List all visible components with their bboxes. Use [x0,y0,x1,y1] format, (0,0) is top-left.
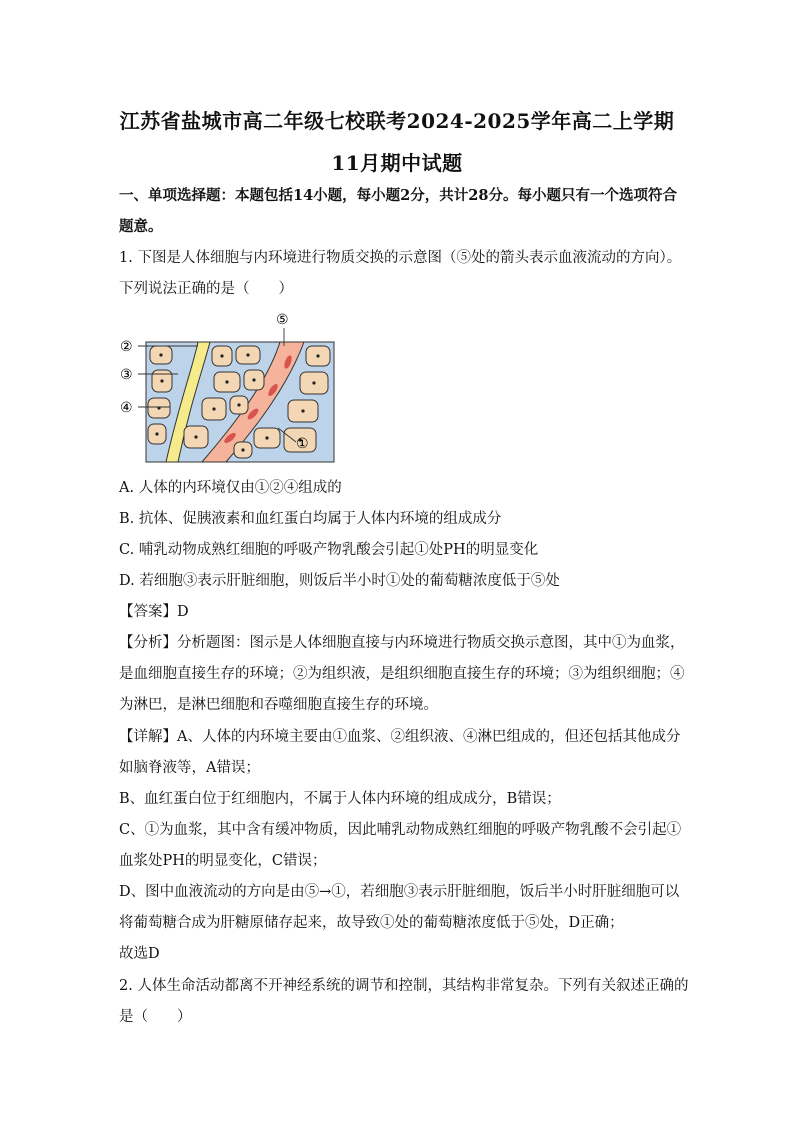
section-header-cont: 题意。 [119,218,163,235]
question-1-option-a: A. 人体的内环境仅由①②④组成的 [119,480,342,496]
figure-label-4: ④ [120,400,133,416]
question-1-detail-c-cont: 血浆处PH的明显变化，C错误； [119,853,327,869]
figure-label-5: ⑤ [276,312,289,328]
question-2-stem: 2. 人体生命活动都离不开神经系统的调节和控制，其结构非常复杂。下列有关叙述正确的 [119,978,689,994]
section-header: 一、单项选择题：本题包括14小题，每小题2分，共计28分。每小题只有一个选项符合 [119,187,677,204]
question-1-detail-cont: 如脑脊液等，A错误； [119,760,260,776]
question-1-option-d: D. 若细胞③表示肝脏细胞，则饭后半小时①处的葡萄糖浓度低于⑤处 [119,573,560,589]
question-1-stem: 1. 下图是人体细胞与内环境进行物质交换的示意图（⑤处的箭头表示血液流动的方向）。 [119,250,682,266]
question-1-analysis-cont: 为淋巴，是淋巴细胞和吞噬细胞直接生存的环境。 [119,697,438,713]
document-title-line-2: 11月期中试题 [331,151,463,175]
figure-label-2: ② [120,339,133,355]
question-1-option-c: C. 哺乳动物成熟红细胞的呼吸产物乳酸会引起①处PH的明显变化 [119,542,539,558]
figure-label-3: ③ [120,367,133,383]
question-1-answer: 【答案】D [119,604,189,620]
cell-exchange-diagram [118,310,340,465]
figure-label-1: ① [296,436,309,452]
question-1-conclusion: 故选D [119,946,160,962]
question-2-stem-cont: 是（ ） [119,1009,192,1025]
question-1-option-b: B. 抗体、促胰液素和血红蛋白均属于人体内环境的组成成分 [119,511,502,527]
question-1-detail: 【详解】A、人体的内环境主要由①血浆、②组织液、④淋巴组成的，但还包括其他成分 [119,729,681,745]
question-1-analysis: 【分析】分析题图：图示是人体细胞直接与内环境进行物质交换示意图，其中①为血浆， [119,635,685,651]
question-1-detail-d-cont: 将葡萄糖合成为肝糖原储存起来，故导致①处的葡萄糖浓度低于⑤处，D正确； [119,915,624,931]
question-1-detail-d: D、图中血液流动的方向是由⑤→①，若细胞③表示肝脏细胞，饭后半小时肝脏细胞可以 [119,884,680,900]
question-1-detail-b: B、血红蛋白位于红细胞内，不属于人体内环境的组成成分，B错误； [119,791,561,807]
question-1-analysis-cont: 是血细胞直接生存的环境；②为组织液，是组织细胞直接生存的环境；③为组织细胞；④ [119,666,685,682]
question-1-detail-c: C、①为血浆，其中含有缓冲物质，因此哺乳动物成熟红细胞的呼吸产物乳酸不会引起① [119,822,682,838]
document-title-line-1: 江苏省盐城市高二年级七校联考2024-2025学年高二上学期 [119,109,675,133]
question-1-stem-cont: 下列说法正确的是（ ） [119,281,293,297]
